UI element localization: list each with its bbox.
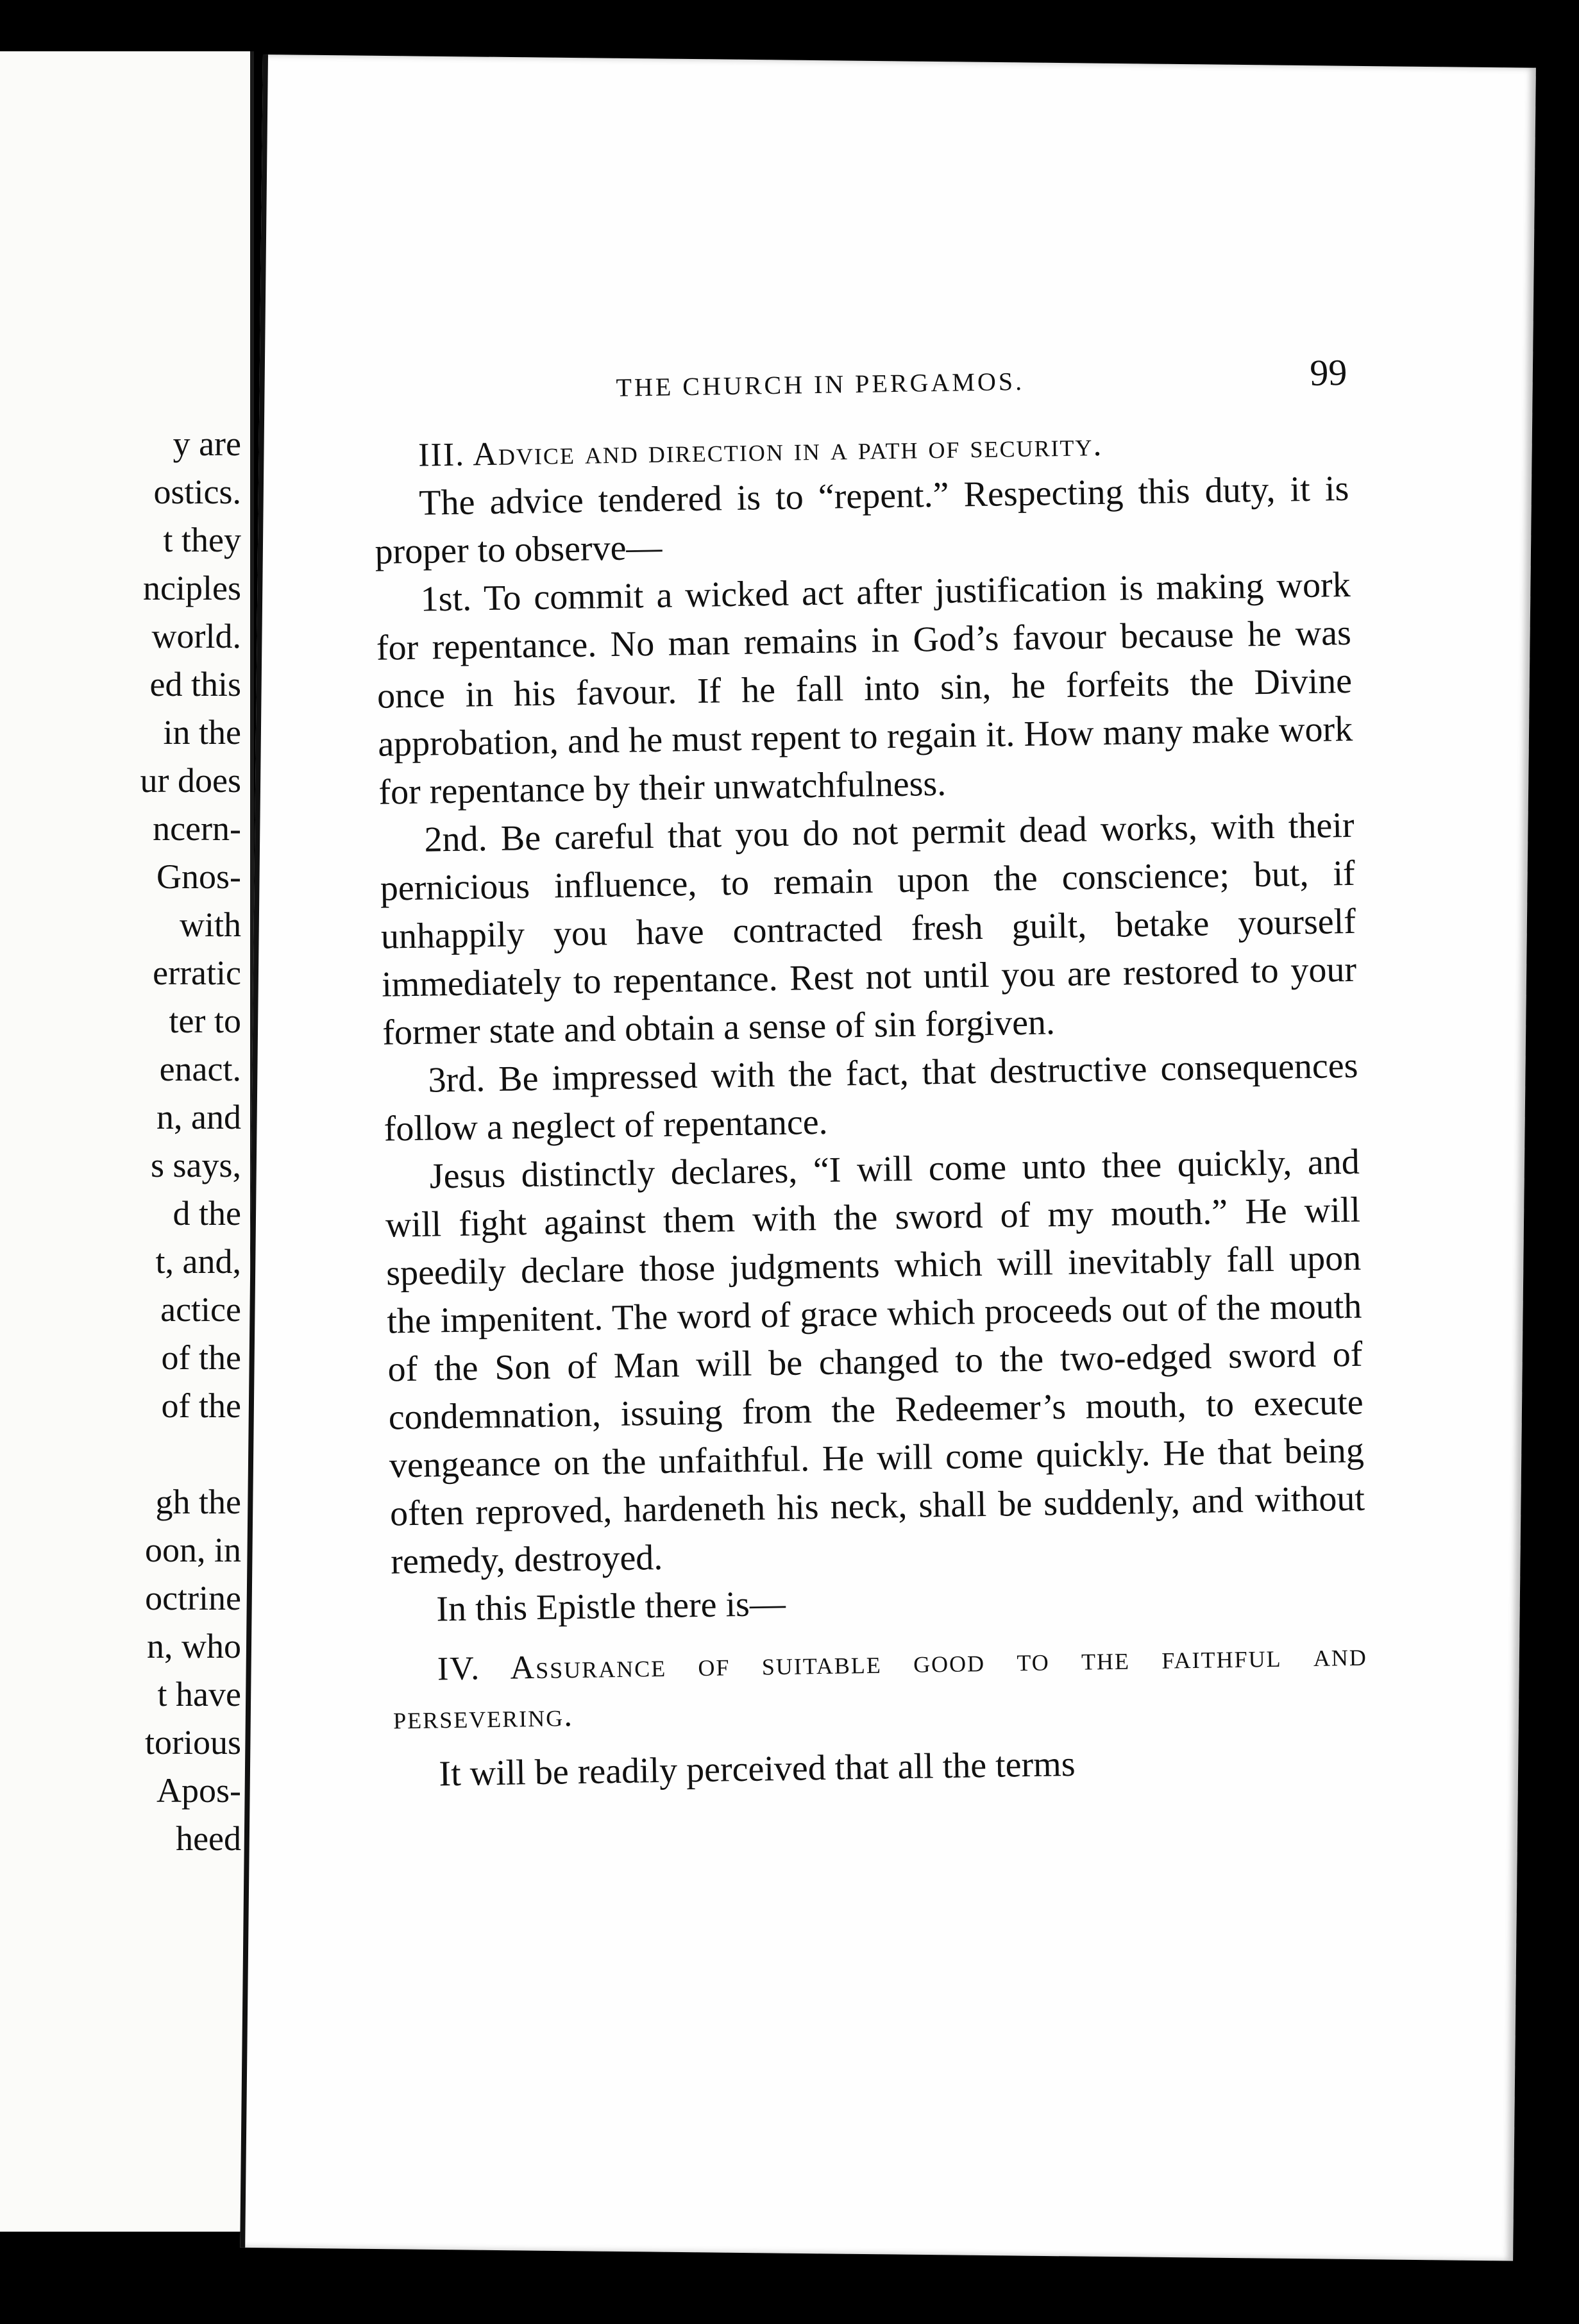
facing-line: of the (161, 1338, 241, 1377)
paragraph: 3rd. Be impressed with the fact, that destructive consequences follow a neglect of repentance. (384, 1045, 1358, 1149)
facing-line: Apos- (156, 1771, 241, 1810)
facing-line: d the (173, 1194, 241, 1233)
facing-line: n, and (156, 1098, 241, 1136)
facing-line: s says, (150, 1146, 241, 1184)
facing-line: y are (173, 425, 241, 463)
paragraph: It will be readily perceived that all the terms (439, 1744, 1076, 1794)
facing-line: t, and, (155, 1242, 241, 1281)
page-number: 99 (1309, 351, 1347, 394)
facing-line: ostics. (153, 473, 241, 511)
facing-page-fragment (0, 51, 254, 2232)
facing-line: torious (144, 1723, 241, 1762)
facing-line: nciples (143, 569, 241, 607)
facing-line: actice (160, 1290, 241, 1329)
section-heading-iii: III. Advice and direction in a path of security. (418, 426, 1103, 474)
running-head (372, 348, 1347, 416)
book-page (240, 55, 1536, 2261)
facing-line: ed this (149, 665, 241, 703)
page-text-block (372, 348, 1369, 1799)
facing-line: of the (161, 1386, 241, 1425)
running-title: THE CHURCH IN PERGAMOS. (616, 366, 1025, 402)
facing-line: oon, in (144, 1531, 241, 1569)
paragraph: Jesus distinctly declares, “I will come unto thee quickly, and will fight against them with the sword of my mouth.” He will speedily declare those judgments which will inevitably fall upon the impenitent. The word of grace which proceeds out of the mouth of the Son of Man will be changed to the two-edged sword of condemnation, issuing from the Redeemer’s mouth, to execute vengeance on the unfaithful. He will come quickly. He that being often reproved, hardeneth his neck, shall be suddenly, and without remedy, destroyed. (385, 1141, 1365, 1582)
paragraph: The advice tendered is to “repent.” Respecting this duty, it is proper to observe— (375, 468, 1349, 572)
facing-line: with (179, 905, 241, 944)
facing-line-gap (0, 1430, 241, 1478)
facing-line: ur does (140, 761, 241, 800)
facing-line: gh the (155, 1483, 241, 1521)
facing-line: ter to (169, 1002, 241, 1040)
facing-line: octrine (145, 1579, 241, 1617)
section-heading-iv: IV. Assurance of suitable good to the faithful and persevering. (393, 1636, 1368, 1737)
facing-line: world. (151, 617, 241, 655)
facing-line: t they (163, 521, 241, 559)
facing-line: in the (163, 713, 241, 752)
facing-line: t have (157, 1675, 241, 1714)
facing-line: n, who (147, 1627, 241, 1665)
facing-line: enact. (159, 1050, 241, 1088)
facing-line: ncern- (153, 809, 241, 848)
facing-line: Gnos- (156, 857, 241, 896)
paragraph: In this Epistle there is— (436, 1583, 786, 1629)
paragraph: 1st. To commit a wicked act after justification is making work for repentance. No man remains in God’s favour because he was once in his favour. If he fall into sin, he forfeits the Divine approbation, and he must repent to regain it. How many make work for repentance by their unwatchfulness. (376, 564, 1353, 813)
facing-page-text (0, 420, 241, 1863)
facing-line: erratic (153, 954, 241, 992)
facing-line: heed (176, 1819, 241, 1858)
paragraph: 2nd. Be careful that you do not permit dead works, with their pernicious influence, to remain upon the conscience; but, if unhappily you have contracted fresh guilt, betake yourself immediately to repentance. Rest not until you are restored to your former state and obtain a sense of sin forgiven. (380, 805, 1357, 1053)
